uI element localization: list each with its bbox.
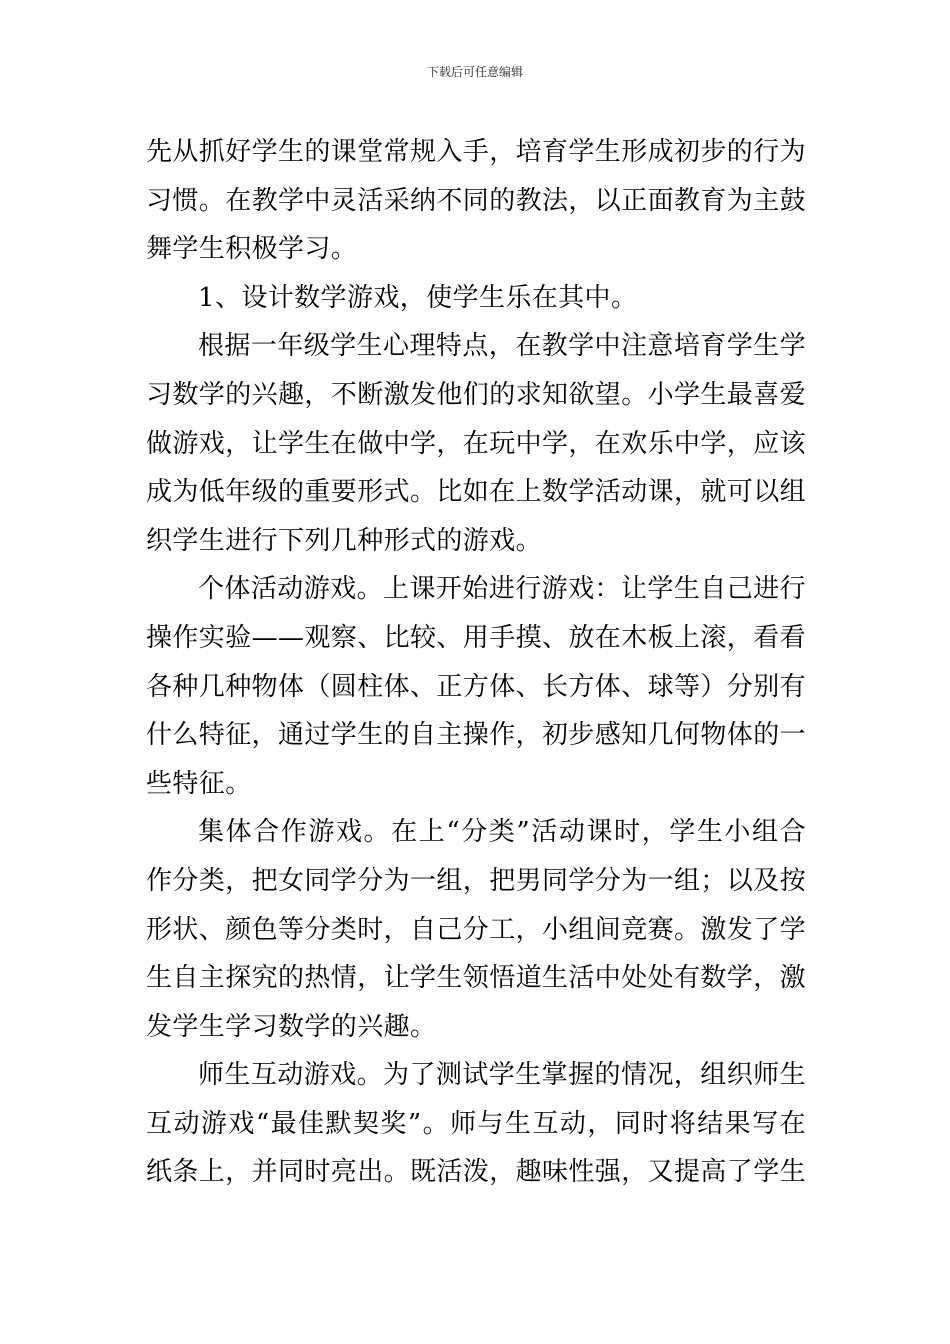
document-body [146,128,806,1197]
page-header: 下载后可任意编辑 [426,65,523,79]
paragraph: 集体合作游戏。在上“分类”活动课时，学生小组合作分类，把女同学分为一组，把男同学分为一组；以及按形状、颜色等分类时，自己分工，小组间竞赛。激发了学生自主探究的热情，让学生领悟道生活中处处有数学，激发学生学习数学的兴趣。 [146,817,807,1042]
paragraph: 根据一年级学生心理特点，在教学中注意培育学生学习数学的兴趣，不断激发他们的求知欲望。小学生最喜爱做游戏，让学生在做中学，在玩中学，在欢乐中学，应该成为低年级的重要形式。比如在上数学活动课，就可以组织学生进行下列几种形式的游戏。 [146,331,807,556]
paragraph-heading: 1、设计数学游戏，使学生乐在其中。 [198,282,638,313]
paragraph: 个体活动游戏。上课开始进行游戏：让学生自己进行操作实验——观察、比较、用手摸、放在木板上滚，看看各种几种物体（圆柱体、正方体、长方体、球等）分别有什么特征，通过学生的自主操作，初步感知几何物体的一些特征。 [146,574,807,799]
paragraph-continuation: 先从抓好学生的课堂常规入手，培育学生形成初步的行为习惯。在教学中灵活采纳不同的教法，以正面教育为主鼓舞学生积极学习。 [146,137,807,265]
paragraph: 师生互动游戏。为了测试学生掌握的情况，组织师生互动游戏“最佳默契奖”。师与生互动，同时将结果写在纸条上，并同时亮出。既活泼，趣味性强，又提高了学生 [146,1060,807,1188]
